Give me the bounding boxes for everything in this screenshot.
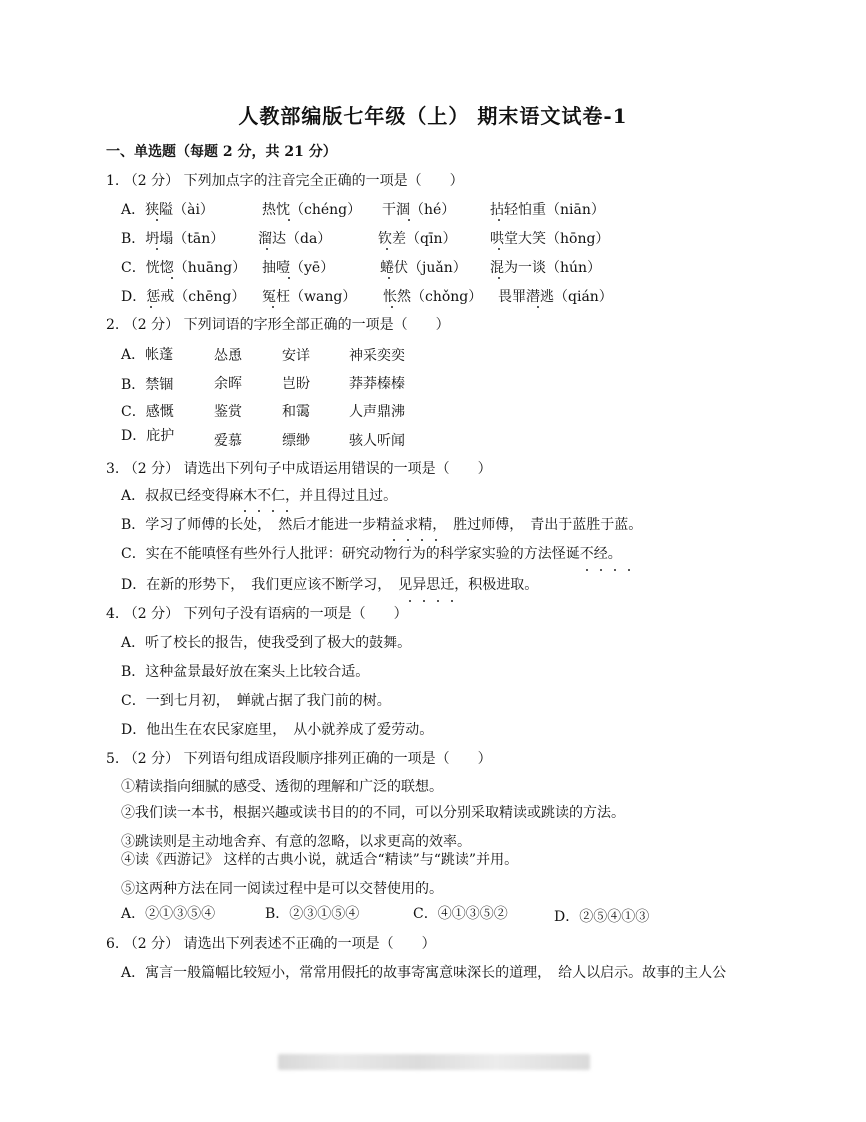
q2-cell: 神采奕奕: [349, 348, 405, 364]
emphasis-dot: [171, 277, 173, 279]
emphasis-dot: [288, 277, 290, 279]
emphasis-dot: [498, 248, 500, 250]
emphasis-dot: [272, 510, 274, 512]
q5-sentence: ①精读指向细腻的感受、透彻的理解和广泛的联想。: [121, 779, 443, 795]
emphasis-dot: [421, 539, 423, 541]
q2-option-b: B．禁锢: [121, 377, 174, 393]
q1-option-b: B．坍塌（tān）: [121, 231, 225, 247]
q2-cell: 安详: [282, 348, 310, 364]
q1-cell: 溜达（da）: [258, 231, 332, 247]
q5-sentence: ⑤这两种方法在同一阅读过程中是可以交替使用的。: [121, 881, 443, 897]
q6-option-a: A．寓言一般篇幅比较短小，常常用假托的故事寄寓意味深长的道理， 给人以启示。故事的主人公: [121, 965, 727, 981]
emphasis-dot: [156, 219, 158, 221]
emphasis-dot: [393, 539, 395, 541]
emphasis-dot: [156, 248, 158, 250]
q4-option-c: C．一到七月初， 蝉就占据了我门前的树。: [121, 693, 391, 709]
q1-cell: 混为一谈（hún）: [490, 260, 602, 276]
emphasis-dot: [498, 277, 500, 279]
emphasis-dot: [600, 569, 602, 571]
q5-option-b: B．②③①⑤④: [265, 906, 360, 922]
q1-cell: 钦差（qīn）: [378, 231, 457, 247]
q2-cell: 怂恿: [214, 348, 242, 364]
emphasis-dot: [451, 600, 453, 602]
q1-cell: 冤枉（wang）: [262, 289, 357, 305]
q2-cell: 缥缈: [282, 433, 310, 449]
emphasis-dot: [614, 569, 616, 571]
q1-option-c: C．恍惚（huāng）: [121, 260, 247, 276]
emphasis-dot: [272, 306, 274, 308]
question-1-stem: 1. （2 分） 下列加点字的注音完全正确的一项是（ ）: [106, 173, 464, 189]
q1-cell: 抽噎（yē）: [262, 260, 335, 276]
q4-option-b: B．这种盆景最好放在案头上比较合适。: [121, 664, 370, 680]
q2-cell: 鉴赏: [214, 404, 242, 420]
question-6-stem: 6. （2 分） 请选出下列表述不正确的一项是（ ）: [106, 936, 436, 952]
emphasis-dot: [437, 600, 439, 602]
emphasis-dot: [266, 248, 268, 250]
q2-cell: 爱慕: [214, 433, 242, 449]
q1-cell: 怅然（chǒng）: [383, 289, 483, 305]
section-heading: 一、单选题（每题 2 分，共 21 分）: [106, 144, 337, 160]
emphasis-dot: [391, 306, 393, 308]
q1-cell: 畏罪潜逃（qián）: [498, 289, 613, 305]
q3-option-a: A．叔叔已经变得麻木不仁，并且得过且过。: [121, 488, 398, 504]
emphasis-dot: [628, 569, 630, 571]
emphasis-dot: [435, 539, 437, 541]
q3-option-b: B．学习了师傅的长处， 然后才能进一步精益求精， 胜过师傅， 青出于蓝胜于蓝。: [121, 517, 643, 533]
emphasis-dot: [407, 539, 409, 541]
emphasis-dot: [409, 600, 411, 602]
q5-option-d: D．②⑤④①③: [554, 909, 650, 925]
emphasis-dot: [586, 569, 588, 571]
q1-cell: 哄堂大笑（hōng）: [490, 231, 610, 247]
q1-option-d: D．惩戒（chēng）: [121, 289, 246, 305]
q1-cell: 热忱（chéng）: [262, 202, 362, 218]
q5-option-c: C．④①③⑤②: [413, 906, 508, 922]
q3-option-d: D．在新的形势下， 我们更应该不断学习， 见异思迁，积极进取。: [121, 577, 539, 593]
emphasis-dot: [244, 510, 246, 512]
q5-sentence: ④读《西游记》 这样的古典小说，就适合“精读”与“跳读”并用。: [121, 852, 519, 868]
emphasis-dot: [258, 510, 260, 512]
q2-option-c: C．感慨: [121, 404, 174, 420]
page-title: 人教部编版七年级（上） 期末语文试卷-1: [238, 104, 628, 128]
q4-option-d: D．他出生在农民家庭里， 从小就养成了爱劳动。: [121, 722, 434, 738]
q5-sentence: ②我们读一本书，根据兴趣或读书目的的不同，可以分别采取精读或跳读的方法。: [121, 805, 625, 821]
q2-option-a: A．帐蓬: [121, 347, 174, 363]
question-3-stem: 3. （2 分） 请选出下列句子中成语运用错误的一项是（ ）: [106, 461, 492, 477]
q2-cell: 人声鼎沸: [349, 404, 405, 420]
q1-cell: 拈轻怕重（niān）: [490, 202, 605, 218]
emphasis-dot: [388, 277, 390, 279]
q2-cell: 岂盼: [282, 376, 310, 392]
question-5-stem: 5. （2 分） 下列语句组成语段顺序排列正确的一项是（ ）: [106, 751, 492, 767]
q1-cell: 蜷伏（juǎn）: [380, 260, 467, 276]
question-4-stem: 4. （2 分） 下列句子没有语病的一项是（ ）: [106, 606, 408, 622]
q1-cell: 干涸（hé）: [382, 202, 456, 218]
blurred-footer: [278, 1054, 590, 1070]
q2-cell: 和霭: [282, 404, 310, 420]
emphasis-dot: [286, 510, 288, 512]
emphasis-dot: [423, 600, 425, 602]
question-2-stem: 2. （2 分） 下列词语的字形全部正确的一项是（ ）: [106, 317, 450, 333]
q2-cell: 莽莽榛榛: [349, 376, 405, 392]
q2-cell: 骇人听闻: [349, 433, 405, 449]
emphasis-dot: [498, 219, 500, 221]
emphasis-dot: [150, 306, 152, 308]
q1-option-a: A．狭隘（ài）: [121, 202, 214, 218]
q5-sentence: ③跳读则是主动地舍弃、有意的忽略，以求更高的效率。: [121, 834, 471, 850]
emphasis-dot: [408, 219, 410, 221]
emphasis-dot: [288, 219, 290, 221]
q4-option-a: A．听了校长的报告，使我受到了极大的鼓舞。: [121, 635, 412, 651]
q2-option-d: D．庇护: [121, 428, 175, 444]
q2-cell: 余晖: [214, 376, 242, 392]
emphasis-dot: [386, 248, 388, 250]
q5-option-a: A．②①③⑤④: [121, 906, 216, 922]
q3-option-c: C．实在不能嗔怪有些外行人批评：研究动物行为的科学家实验的方法怪诞不经。: [121, 546, 622, 562]
emphasis-dot: [537, 306, 539, 308]
